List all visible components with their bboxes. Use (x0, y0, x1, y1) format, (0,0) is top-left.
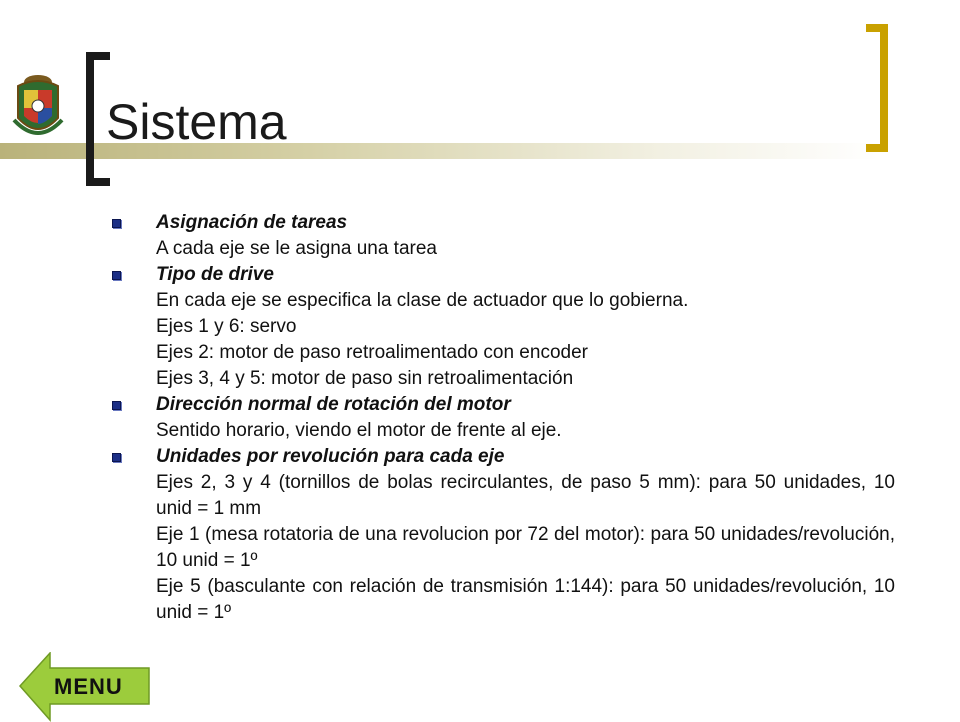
section-heading: Tipo de drive (156, 264, 274, 285)
section-heading: Asignación de tareas (156, 212, 348, 233)
section-line: Eje 5 (basculante con relación de transmisión 1:144): para 50 unidades/revolución, 10 unid = 1º (156, 576, 895, 623)
bullet-square-icon (112, 219, 121, 228)
menu-label: MENU (54, 674, 123, 699)
section-line: Ejes 1 y 6: servo (156, 316, 297, 337)
section-line: Ejes 2: motor de paso retroalimentado con encoder (156, 342, 588, 363)
slide-content (110, 210, 895, 626)
slide-title: Sistema (106, 94, 287, 150)
section-line: Sentido horario, viendo el motor de frente al eje. (156, 420, 562, 441)
section-line: A cada eje se le asigna una tarea (156, 238, 437, 259)
bullet-asignacion (110, 210, 895, 236)
menu-button[interactable] (18, 652, 150, 722)
bullet-square-icon (112, 271, 121, 280)
bullet-direccion (110, 392, 895, 418)
bullet-unidades (110, 444, 895, 470)
bullet-square-icon (112, 453, 121, 462)
section-line: Ejes 3, 4 y 5: motor de paso sin retroalimentación (156, 368, 574, 389)
university-crest-icon (10, 68, 66, 146)
title-bracket-right (866, 24, 888, 152)
section-line: En cada eje se especifica la clase de actuador que lo gobierna. (156, 290, 689, 311)
bullet-tipo-drive (110, 262, 895, 288)
section-heading: Dirección normal de rotación del motor (156, 394, 511, 415)
section-line: Eje 1 (mesa rotatoria de una revolucion por 72 del motor): para 50 unidades/revolución, 10 unid = 1º (156, 524, 895, 571)
bullet-square-icon (112, 401, 121, 410)
section-heading: Unidades por revolución para cada eje (156, 446, 505, 467)
section-line: Ejes 2, 3 y 4 (tornillos de bolas recirculantes, de paso 5 mm): para 50 unidades, 10 unid = 1 mm (156, 472, 895, 519)
